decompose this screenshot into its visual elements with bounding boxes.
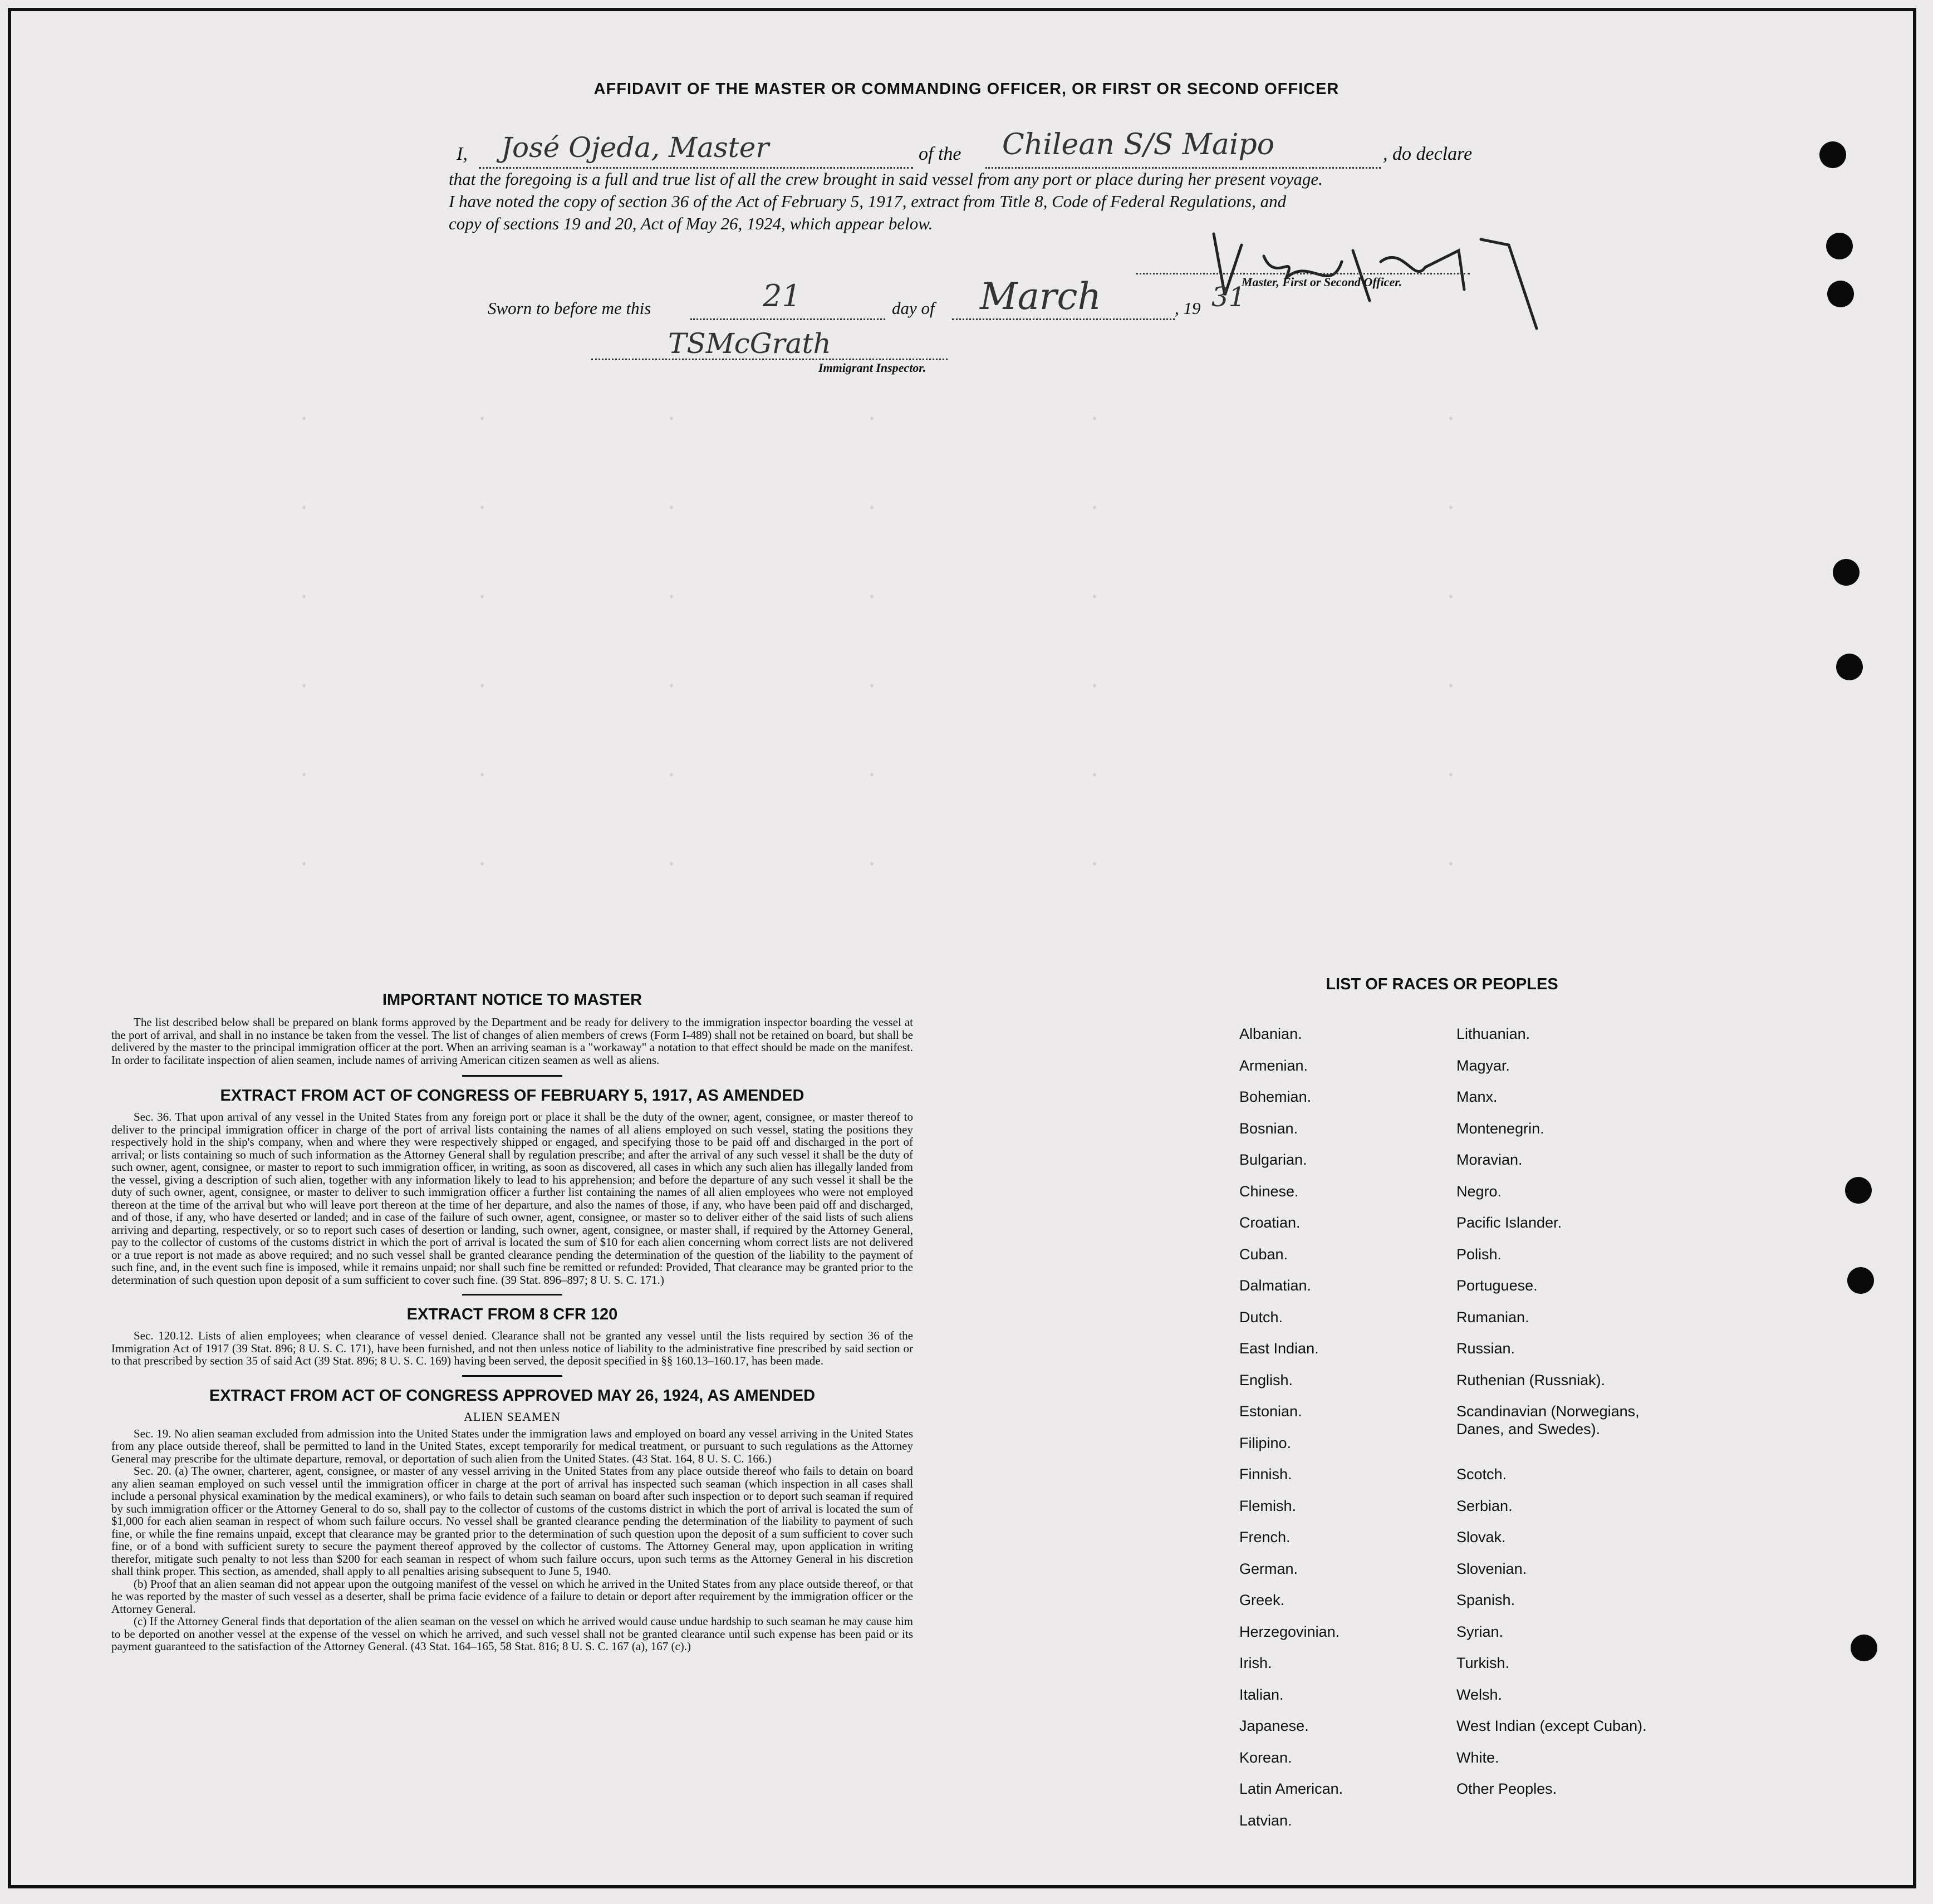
extract-1924-sec19: Sec. 19. No alien seaman excluded from admission into the United States under the immigration laws and employed on board any vessel arriving in the United States from any place outside thereof, shall be permitted to land in the United States, except temporarily for medical treatment, or pursuant to such regulations as the Attorney General may prescribe for the ultimate departure, removal, or deportation of such alien from the United States. (43 Stat. 164, 8 U. S. C. 166.): [111, 1426, 913, 1465]
race-item: Syrian.: [1456, 1623, 1504, 1640]
race-item: Scotch.: [1456, 1466, 1507, 1483]
sworn-prefix: Sworn to before me this: [488, 298, 651, 318]
section-divider: [462, 1375, 562, 1377]
race-item: Filipino.: [1239, 1434, 1292, 1451]
year-prefix: , 19: [1175, 298, 1201, 318]
affidavit-line4: copy of sections 19 and 20, Act of May 26, 1924, which appear below.: [449, 214, 933, 233]
race-item: West Indian (except Cuban).: [1456, 1717, 1647, 1734]
punch-hole: [1847, 1267, 1874, 1294]
notice-text: The list described below shall be prepared on blank forms approved by the Department and be ready for delivery to the immigration inspector boarding the vessel at the port of arrival, and shall in no instance be taken from the vessel. The list of changes of alien members of crews (Form I-489) shall not be retained on board, but shall be delivered by the master to the principal immigration officer at the port. When an arriving seaman is a "workaway" a notation to that effect should be made on the manifest. In order to facilitate inspection of alien seamen, include names of arriving American citizen seamen as well as aliens.: [111, 1015, 913, 1067]
race-item: Russian.: [1456, 1340, 1515, 1357]
race-item: Montenegrin.: [1456, 1120, 1544, 1137]
races-heading: LIST OF RACES OR PEOPLES: [1326, 975, 1558, 993]
race-item: Slovenian.: [1456, 1560, 1527, 1577]
race-item: Dutch.: [1239, 1308, 1283, 1326]
vessel-fill-line: [985, 167, 1381, 169]
races-column-2: [1456, 1025, 1647, 1812]
race-item: Polish.: [1456, 1245, 1502, 1263]
master-signature-line: [1136, 273, 1470, 274]
race-item: Danes, and Swedes).: [1456, 1421, 1601, 1437]
race-item: Negro.: [1456, 1182, 1502, 1200]
alien-seamen-subheading: ALIEN SEAMEN: [464, 1409, 561, 1424]
race-item: Japanese.: [1239, 1717, 1309, 1734]
legal-text-column: [111, 991, 913, 1653]
affidavit-line3: I have noted the copy of section 36 of the Act of February 5, 1917, extract from Title 8, Code of Federal Regulations, and: [449, 192, 1287, 211]
race-item: Magyar.: [1456, 1057, 1510, 1074]
race-item: Turkish.: [1456, 1655, 1510, 1671]
extract-1924-sec20a: Sec. 20. (a) The owner, charterer, agent, consignee, or master of any vessel arriving in the United States from any place outside thereof who fails to detain on board any alien seaman employed on such vessel until the immigration officer in charge at the port of arrival has inspected such seaman (which inspection in all cases shall include a personal physical examination by the medical examiners), or who fails to detain such seaman on board after such inspection or to deport such seaman if required by such immigration officer or the Attorney General to do so, shall pay to the collector of customs of the customs district in which the port of arrival is located the sum of $1,000 for each alien seaman in respect of whom such failure occurs. No vessel shall be granted clearance pending the determination of the liability to payment of such fine, or while the fine remains unpaid, except that clearance may be granted prior to the determination of such question upon the deposit of a sum sufficient to cover such fine, or of a bond with sufficient surety to secure the payment thereof approved by the collector of customs. The Attorney General may, upon application in writing therefor, mitigate such penalty to not less than $200 for each seaman in respect of whom such failure occurs, upon such terms as the Attorney General in his discretion shall think proper. This section, as amended, shall apply to all penalties arising subsequent to June 5, 1940.: [111, 1464, 913, 1578]
race-item: Korean.: [1239, 1749, 1292, 1766]
inspector-signature: TSMcGrath: [668, 327, 831, 360]
race-item: Bohemian.: [1239, 1088, 1312, 1105]
race-item: Greek.: [1239, 1592, 1285, 1608]
race-item: Dalmatian.: [1239, 1277, 1312, 1294]
punch-hole: [1819, 141, 1846, 168]
race-item: Croatian.: [1239, 1214, 1301, 1231]
race-item: Scandinavian (Norwegians,: [1456, 1403, 1640, 1420]
affidavit-line1-prefix: I,: [457, 144, 468, 164]
race-item: Bulgarian.: [1239, 1151, 1307, 1168]
race-item: Moravian.: [1456, 1151, 1523, 1168]
notice-heading: IMPORTANT NOTICE TO MASTER: [382, 991, 642, 1009]
affidavit-line1-suffix: , do declare: [1383, 144, 1473, 164]
bleed-through-pattern: • • • • • • • • • • • • • • • • • • • • • • • • • • • • • • • • • • • •: [301, 412, 1455, 871]
race-item: Bosnian.: [1239, 1120, 1298, 1137]
race-item: Italian.: [1239, 1686, 1284, 1703]
inspector-caption: Immigrant Inspector.: [818, 361, 926, 375]
extract-cfr-text: Sec. 120.12. Lists of alien employees; when clearance of vessel denied. Clearance shall not be granted any vessel until the lists required by section 36 of the Immigration Act of 1917 (39 Stat. 896; 8 U. S. C. 171), have been furnished, and not then unless notice of liability to the administrative fine prescribed by said section or to that prescribed by section 35 of said Act (39 Stat. 896; 8 U. S. C. 169) having been served, the deposit specified in §§ 160.13–160.17, has been made.: [111, 1329, 913, 1367]
section-divider: [462, 1075, 562, 1077]
extract-cfr-heading: EXTRACT FROM 8 CFR 120: [406, 1306, 618, 1323]
race-item: Latin American.: [1239, 1780, 1343, 1797]
master-name-handwritten: José Ojeda, Master: [501, 131, 769, 164]
extract-1924-heading: EXTRACT FROM ACT OF CONGRESS APPROVED MAY 26, 1924, AS AMENDED: [209, 1386, 816, 1405]
race-item: Pacific Islander.: [1456, 1214, 1562, 1231]
race-item: Estonian.: [1239, 1403, 1302, 1420]
race-item: East Indian.: [1239, 1340, 1319, 1357]
race-item: Latvian.: [1239, 1812, 1292, 1829]
race-item: Manx.: [1456, 1088, 1498, 1105]
affidavit-line2: that the foregoing is a full and true list of all the crew brought in said vessel from any port or place during her present voyage.: [449, 169, 1323, 189]
race-item: White.: [1456, 1749, 1499, 1766]
race-item: English.: [1239, 1371, 1293, 1388]
punch-hole: [1845, 1177, 1872, 1204]
signature-caption: Master, First or Second Officer.: [1242, 275, 1402, 289]
name-fill-line: [479, 167, 913, 169]
affidavit-heading: AFFIDAVIT OF THE MASTER OR COMMANDING OFFICER, OR FIRST OR SECOND OFFICER: [593, 80, 1340, 98]
race-item: Lithuanian.: [1456, 1025, 1530, 1042]
affidavit-line1-mid: of the: [919, 144, 961, 164]
race-item: Armenian.: [1239, 1057, 1308, 1074]
race-item: Ruthenian (Russniak).: [1456, 1371, 1606, 1388]
month-fill-line: [952, 318, 1175, 320]
punch-hole: [1826, 233, 1853, 259]
month-handwritten: March: [980, 275, 1101, 318]
race-item: Cuban.: [1239, 1245, 1288, 1263]
day-of-label: day of: [892, 298, 935, 318]
race-item: Albanian.: [1239, 1025, 1302, 1042]
race-item: German.: [1239, 1560, 1298, 1577]
punch-hole: [1836, 654, 1863, 680]
race-item: Portuguese.: [1456, 1277, 1538, 1294]
race-item: Serbian.: [1456, 1497, 1513, 1514]
race-item: Spanish.: [1456, 1592, 1515, 1608]
race-item: Other Peoples.: [1456, 1780, 1557, 1797]
race-item: Slovak.: [1456, 1529, 1506, 1545]
vessel-handwritten: Chilean S/S Maipo: [1002, 128, 1275, 161]
punch-hole: [1833, 559, 1860, 586]
extract-1917-text: Sec. 36. That upon arrival of any vessel in the United States from any foreign port or place it shall be the duty of the owner, agent, consignee, or master thereof to deliver to the principal immigration officer in charge of the port of arrival lists containing the names of all aliens employed on such vessel, stating the positions they respectively hold in the ship's company, when and where they were respectively shipped or engaged, and specifying those to be paid off and discharged in the port of arrival; or lists containing so much of such information as the Attorney General shall by regulation prescribe; and after the arrival of any such vessel it shall be the duty of such owner, agent, consignee, or master to report to such immigration officer, in writing, as soon as discovered, all cases in which any such alien has illegally landed from the vessel, giving a description of such alien, together with any information likely to lead to his apprehension; and before the departure of any such vessel it shall be the duty of such owner, agent, consignee, or master to deliver to such immigration officer a further list containing the names of all alien employees who were not employed thereon at the time of the arrival but who will leave port thereon at the time of her departure, and also the names of those, if any, who have been paid off and discharged, and of those, if any, who have deserted or landed; and in case of the failure of such owner, agent, consignee, or master so to deliver either of the said lists of such aliens arriving and departing, respectively, or so to report such cases of desertion or landing, such owner, agent, consignee, or master shall, if required by the Attorney General, pay to the collector of customs of the customs district in which the port of arrival is located the sum of $10 for each alien concerning whom correct lists are not delivered or a true report is not made as above required; and no such vessel shall be granted clearance pending the determination of the question of the liability to the payment of such fine, and, in the event such fine is imposed, while it remains unpaid; nor shall such fine be remitted or refunded: Provided, That clearance may be granted prior to the determination of such question upon deposit of a sum sufficient to cover such fine. (39 Stat. 896–897; 8 U. S. C. 171.): [111, 1110, 913, 1287]
extract-1924-sec20b: (b) Proof that an alien seaman did not appear upon the outgoing manifest of the vessel on which he arrived in the United States from any place outside thereof, or that he was reported by the master of such vessel as a deserter, shall be prima facie evidence of a failure to detain or deport after requirement by the immigration officer or the Attorney General.: [111, 1577, 913, 1616]
race-item: Chinese.: [1239, 1182, 1299, 1200]
section-divider: [462, 1294, 562, 1295]
race-item: Rumanian.: [1456, 1308, 1529, 1326]
race-item: Welsh.: [1456, 1686, 1503, 1703]
race-item: Irish.: [1239, 1655, 1272, 1671]
year-handwritten: 31: [1211, 282, 1246, 313]
punch-hole: [1827, 281, 1854, 307]
races-column-1: [1239, 1025, 1343, 1843]
race-item: Flemish.: [1239, 1497, 1297, 1514]
punch-hole: [1851, 1635, 1877, 1661]
race-item: French.: [1239, 1529, 1291, 1545]
day-fill-line: [690, 318, 885, 320]
race-item: Finnish.: [1239, 1466, 1292, 1483]
race-item: Herzegovinian.: [1239, 1623, 1340, 1640]
inspector-signature-line: [591, 359, 948, 360]
extract-1924-sec20c: (c) If the Attorney General finds that deportation of the alien seaman on the vessel on which he arrived would cause undue hardship to such seaman he may cause him to be deported on another vessel at the expense of the vessel on which he arrived, and such vessel shall not be granted clearance until such expense has been paid or its payment guaranteed to the satisfaction of the Attorney General. (43 Stat. 164–165, 58 Stat. 816; 8 U. S. C. 167 (a), 167 (c).): [111, 1615, 913, 1653]
extract-1917-heading: EXTRACT FROM ACT OF CONGRESS OF FEBRUARY 5, 1917, AS AMENDED: [220, 1087, 804, 1105]
day-handwritten: 21: [763, 278, 801, 313]
